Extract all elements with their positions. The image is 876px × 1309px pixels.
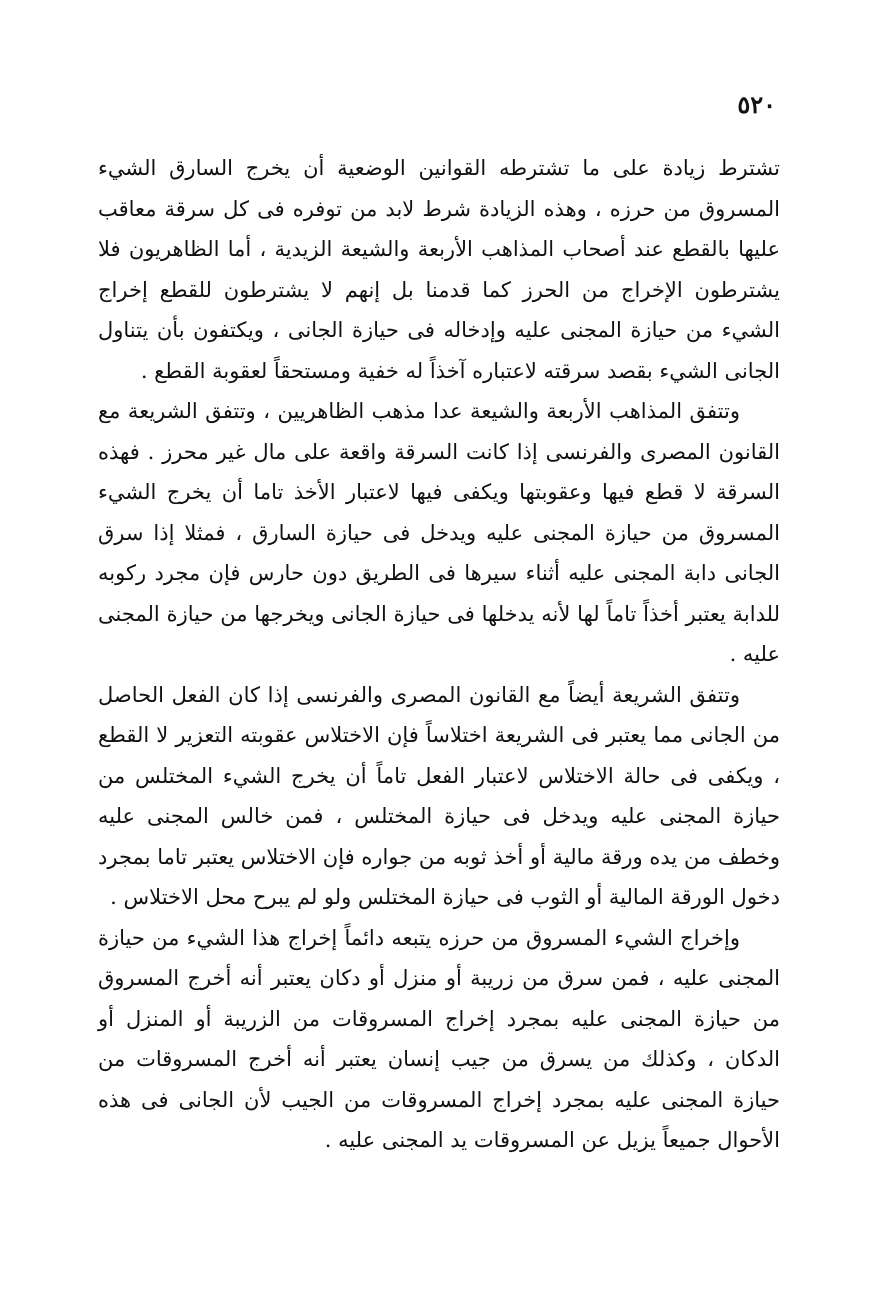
page-number: ٥٢٠ (737, 90, 776, 119)
paragraph-4: وإخراج الشيء المسروق من حرزه يتبعه دائماً إخراج هذا الشيء من حيازة المجنى عليه ، فمن سرق من زريبة أو منزل أو دكان يعتبر أنه أخرج المسروق من حيازة المجنى عليه بمجرد إخراج المسروقات من الزريبة أو المنزل أو الدكان ، وكذلك من يسرق من جيب إنسان يعتبر أنه أخرج المسروقات من حيازة المجنى عليه بمجرد إخراج المسروقات من الجيب لأن الجانى فى هذه الأحوال جميعاً يزيل عن المسروقات يد المجنى عليه . (98, 925, 780, 1152)
paragraph-3: وتتفق الشريعة أيضاً مع القانون المصرى والفرنسى إذا كان الفعل الحاصل من الجانى مما يعتبر فى الشريعة اختلاساً فإن الاختلاس عقوبته التعزير لا القطع ، ويكفى فى حالة الاختلاس لاعتبار الفعل تاماً أن يخرج الشيء المختلس من حيازة المجنى عليه ويدخل فى حيازة المختلس ، فمن خالس المجنى عليه وخطف من يده ورقة مالية أو أخذ ثوبه من جواره فإن الاختلاس يعتبر تاما بمجرد دخول الورقة المالية أو الثوب فى حيازة المختلس ولو لم يبرح محل الاختلاس . (98, 682, 780, 909)
paragraph-1: تشترط زيادة على ما تشترطه القوانين الوضعية أن يخرج السارق الشيء المسروق من حرزه ، وهذه الزيادة شرط لابد من توفره فى كل سرقة معاقب عليها بالقطع عند أصحاب المذاهب الأربعة والشيعة الزيدية ، أما الظاهريون فلا يشترطون الإخراج من الحرز كما قدمنا بل إنهم لا يشترطون للقطع إخراج الشيء من حيازة المجنى عليه وإدخاله فى حيازة الجانى ، ويكتفون بأن يتناول الجانى الشيء بقصد سرقته لاعتباره آخذاً له خفية ومستحقاً لعقوبة القطع . (98, 156, 780, 383)
body-text (98, 148, 780, 1161)
paragraph-2: وتتفق المذاهب الأربعة والشيعة عدا مذهب الظاهريين ، وتتفق الشريعة مع القانون المصرى والفرنسى إذا كانت السرقة واقعة على مال غير محرز . فهذه السرقة لا قطع فيها وعقوبتها ويكفى فيها لاعتبار الأخذ تاما أن يخرج الشيء المسروق من حيازة المجنى عليه ويدخل فى حيازة السارق ، فمثلا إذا سرق الجانى دابة المجنى عليه أثناء سيرها فى الطريق دون حارس فإن مجرد ركوبه للدابة يعتبر أخذاً تاماً لها لأنه يدخلها فى حيازة الجانى ويخرجها من حيازة المجنى عليه . (98, 399, 780, 666)
